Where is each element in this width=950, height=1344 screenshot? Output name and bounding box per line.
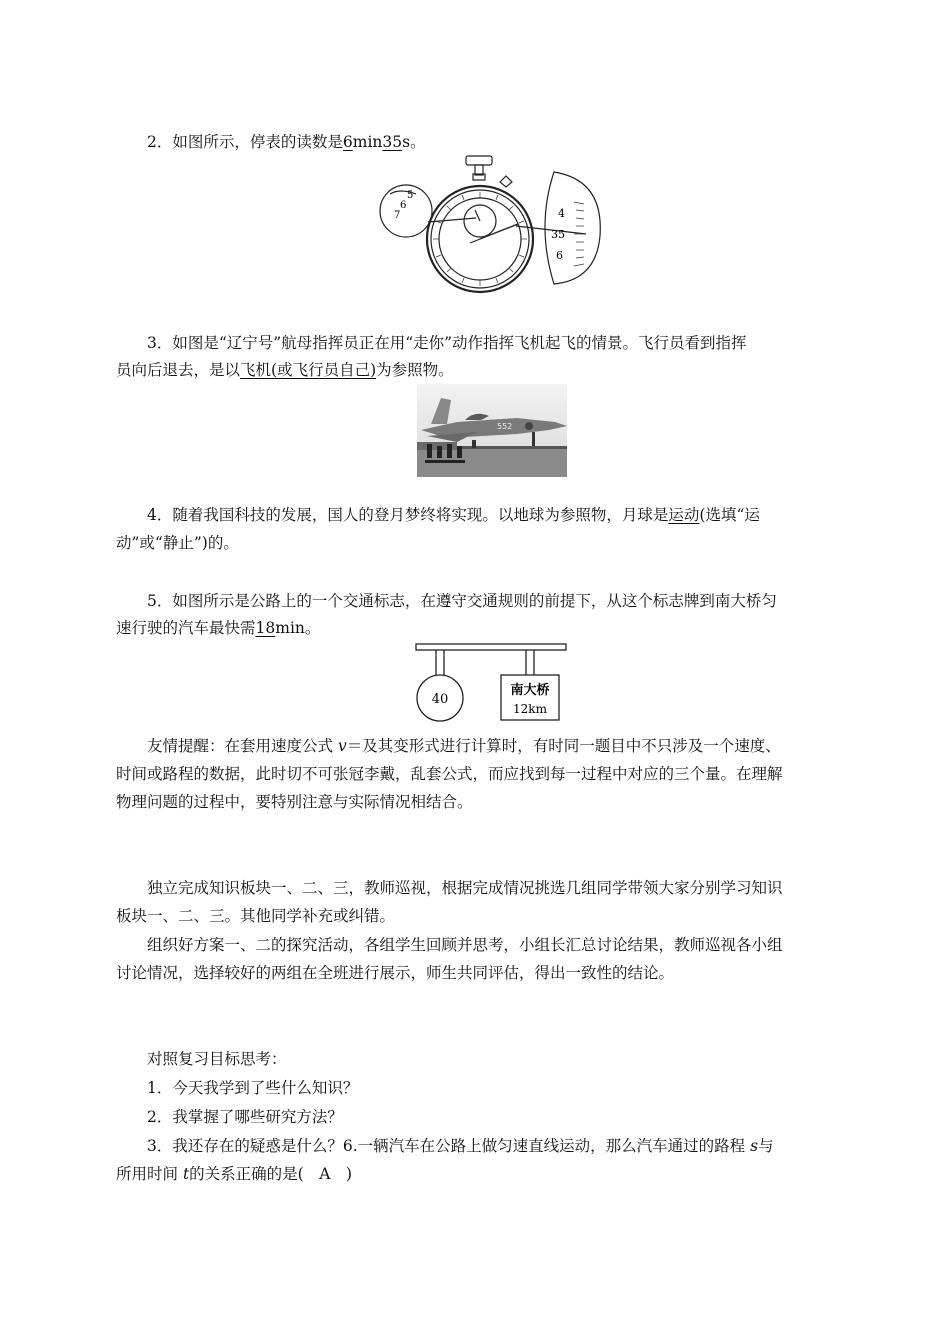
q2-answer-min: 6 <box>342 133 353 151</box>
minute-mark-7: 7 <box>394 210 401 221</box>
stopwatch-minute-hand <box>475 210 480 221</box>
q2-text: 如图所示，停表的读数是 <box>172 133 343 151</box>
q3-text: 员向后退去，是以 <box>116 361 241 379</box>
review-item-4-end: ) <box>330 1165 352 1183</box>
minute-magnifier <box>380 185 432 237</box>
tip-line3: 物理问题的过程中，要特别注意与实际情况相结合。 <box>116 793 473 811</box>
tip-variable-v: v <box>337 737 347 755</box>
review-item-4-mid: 的关系正确的是( <box>189 1165 320 1183</box>
q5-line2 <box>116 617 320 639</box>
q5-line1: 5．如图所示是公路上的一个交通标志，在遵守交通规则的前提下，从这个标志牌到南大桥匀 <box>147 592 777 610</box>
stopwatch-second-hand <box>480 224 518 239</box>
q4-line2: 动”或“静止”)的。 <box>116 534 239 552</box>
review-item-3-end: 与 <box>758 1137 774 1155</box>
tip-text-end: ＝及其变形式进行计算时，有时同一题目中不只涉及一个速度、 <box>346 737 781 755</box>
q5-answer: 18 <box>255 619 276 637</box>
second-mark-4: 4 <box>558 207 565 220</box>
traffic-sign-figure <box>414 642 569 722</box>
activity-line2: 板块一、二、三。其他同学补充或纠错。 <box>116 907 396 925</box>
q4-text: 4．随着我国科技的发展，国人的登月梦终将实现。以地球为参照物，月球是 <box>147 506 669 524</box>
distance-sign-value: 12km <box>513 702 547 716</box>
stopwatch-figure <box>378 154 608 294</box>
review-item-3 <box>147 1135 774 1157</box>
tip-text: 友情提醒：在套用速度公式 <box>147 737 338 755</box>
review-item-3-text: 3．我还存在的疑惑是什么？6.一辆汽车在公路上做匀速直线运动，那么汽车通过的路程 <box>147 1137 751 1155</box>
q3-text-end: 为参照物。 <box>376 361 454 379</box>
q2-line <box>147 131 426 153</box>
review-variable-t: t <box>182 1165 190 1183</box>
q4-text-end: (选填“运 <box>699 506 760 524</box>
q3-line1: 3．如图是“辽宁号”航母指挥员正在用“走你”动作指挥飞机起飞的情景。飞行员看到指挥 <box>147 334 747 352</box>
sign-beam <box>416 644 566 650</box>
review-answer: A <box>319 1165 331 1183</box>
second-magnifier-ticks <box>574 202 586 266</box>
activity-line3: 组织好方案一、二的探究活动，各组学生回顾并思考，小组长汇总讨论结果，教师巡视各小组 <box>147 936 783 954</box>
q2-answer-sec: 35 <box>382 133 403 151</box>
q3-answer: 飞机(或飞行员自己) <box>240 361 377 379</box>
review-item-4-text: 所用时间 <box>116 1165 183 1183</box>
q2-unit-min: min <box>352 133 383 151</box>
minute-mark-5: 5 <box>407 190 414 201</box>
review-item-1: 1．今天我学到了些什么知识？ <box>147 1079 359 1097</box>
stopwatch-crown <box>466 156 492 165</box>
q5-text: 速行驶的汽车最快需 <box>116 619 256 637</box>
q4-answer: 运动 <box>668 506 700 524</box>
q5-text-end: min。 <box>275 619 321 637</box>
stopwatch-side-button <box>500 176 512 187</box>
stopwatch-hand-tail <box>470 239 480 243</box>
second-mark-6: 6 <box>556 249 563 262</box>
q2-unit-sec: s。 <box>402 133 426 151</box>
review-title: 对照复习目标思考： <box>147 1050 287 1068</box>
tip-line1 <box>147 735 781 757</box>
q2-number: 2． <box>147 133 173 151</box>
jet-roundel <box>525 422 533 430</box>
speed-limit-value: 40 <box>431 692 449 707</box>
review-item-2: 2．我掌握了哪些研究方法？ <box>147 1108 343 1126</box>
distance-sign-place: 南大桥 <box>510 683 550 698</box>
second-mark-35: 35 <box>551 228 565 241</box>
tip-line2: 时间或路程的数据，此时切不可张冠李戴，乱套公式，而应找到每一过程中对应的三个量。在理解 <box>116 765 783 783</box>
review-variable-s: s <box>750 1137 759 1155</box>
jet-tail-number: 552 <box>497 422 513 431</box>
minute-mark-6: 6 <box>400 200 407 211</box>
q4-line1 <box>147 504 760 526</box>
activity-line1: 独立完成知识板块一、二、三，教师巡视，根据完成情况挑选几组同学带领大家分别学习知识 <box>147 879 783 897</box>
q3-line2 <box>116 359 454 381</box>
activity-line4: 讨论情况，选择较好的两组在全班进行展示，师生共同评估，得出一致性的结论。 <box>116 964 675 982</box>
jet-photo <box>417 384 567 477</box>
review-item-4 <box>116 1163 352 1185</box>
